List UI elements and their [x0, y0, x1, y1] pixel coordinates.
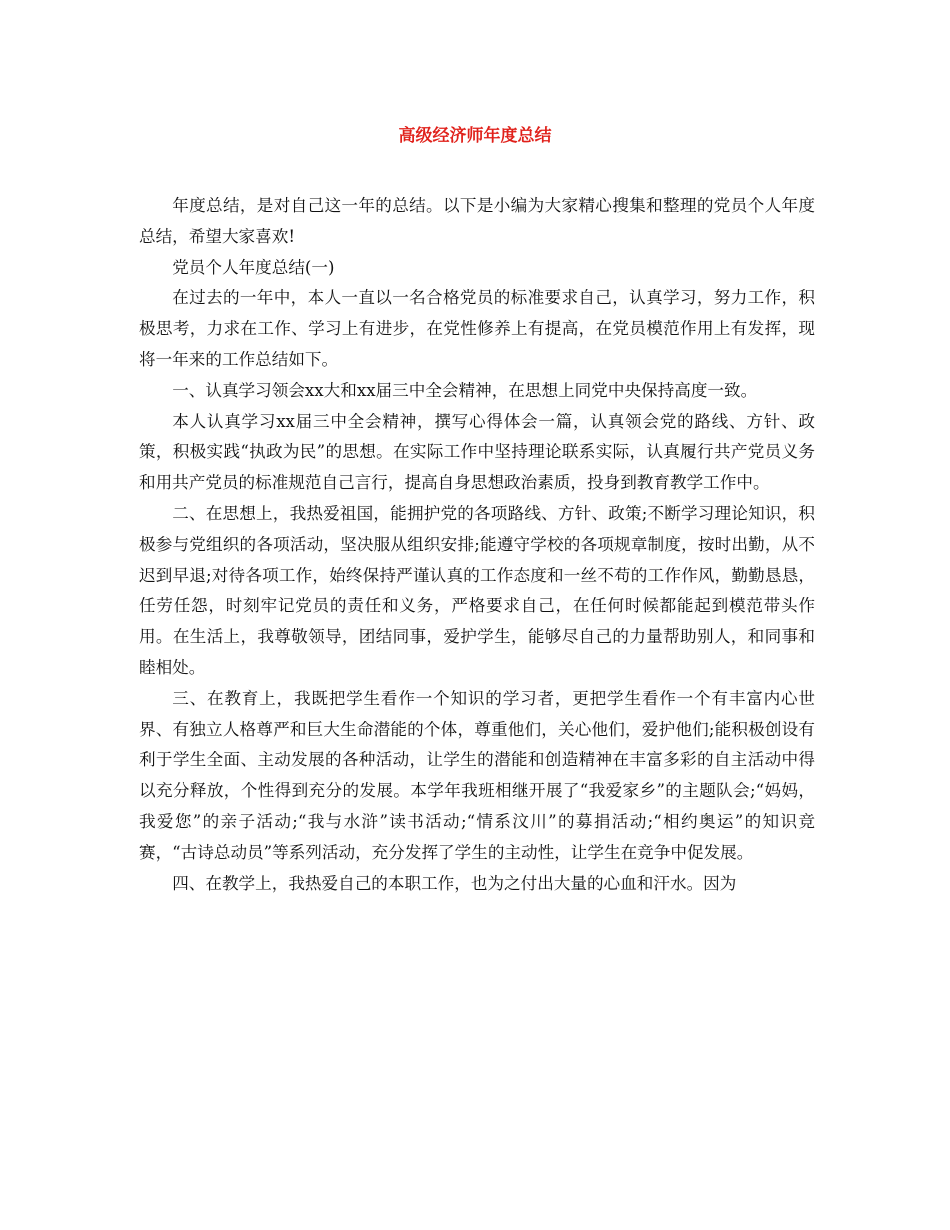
paragraph-point-four: 四、在教学上，我热爱自己的本职工作，也为之付出大量的心血和汗水。因为	[172, 873, 737, 893]
paragraph-point-three: 三、在教育上，我既把学生看作一个知识的学习者，更把学生看作一个有丰富内心世界、有独立人格尊严和巨大生命潜能的个体，尊重他们，关心他们，爱护他们;能积极创设有利于学生全面、主动发展的各种活动，让学生的潜能和创造精神在丰富多彩的自主活动中得以充分释放，个性得到充分的发展。本学年我班相继开展了“我爱家乡”的主题队会;“妈妈，我爱您”的亲子活动;“我与水浒”读书活动;“情系汶川”的募捐活动;“相约奥运”的知识竞赛，“古诗总动员”等系列活动，充分发挥了学生的主动性，让学生在竞争中促发展。	[139, 688, 815, 862]
document-title: 高级经济师年度总结	[398, 126, 552, 146]
document-body	[139, 191, 815, 899]
paragraph-section-heading: 党员个人年度总结(一)	[172, 257, 335, 277]
paragraph-point-two: 二、在思想上，我热爱祖国，能拥护党的各项路线、方针、政策;不断学习理论知识，积极参与党组织的各项活动，坚决服从组织安排;能遵守学校的各项规章制度，按时出勤，从不迟到早退;对待各项工作，始终保持严谨认真的工作态度和一丝不苟的工作作风，勤勤恳恳，任劳任怨，时刻牢记党员的责任和义务，严格要求自己，在任何时候都能起到模范带头作用。在生活上，我尊敬领导，团结同事，爱护学生，能够尽自己的力量帮助别人，和同事和睦相处。	[139, 503, 815, 677]
paragraph-study-details: 本人认真学习xx届三中全会精神，撰写心得体会一篇，认真领会党的路线、方针、政策，积极实践“执政为民”的思想。在实际工作中坚持理论联系实际，认真履行共产党员义务和用共产党员的标准规范自己言行，提高自身思想政治素质，投身到教育教学工作中。	[139, 411, 815, 493]
paragraph-intro: 年度总结，是对自己这一年的总结。以下是小编为大家精心搜集和整理的党员个人年度总结，希望大家喜欢!	[139, 196, 815, 246]
paragraph-overview: 在过去的一年中，本人一直以一名合格党员的标准要求自己，认真学习，努力工作，积极思考，力求在工作、学习上有进步，在党性修养上有提高，在党员模范作用上有发挥，现将一年来的工作总结如下。	[139, 288, 815, 369]
paragraph-point-one: 一、认真学习领会xx大和xx届三中全会精神，在思想上同党中央保持高度一致。	[172, 380, 758, 400]
